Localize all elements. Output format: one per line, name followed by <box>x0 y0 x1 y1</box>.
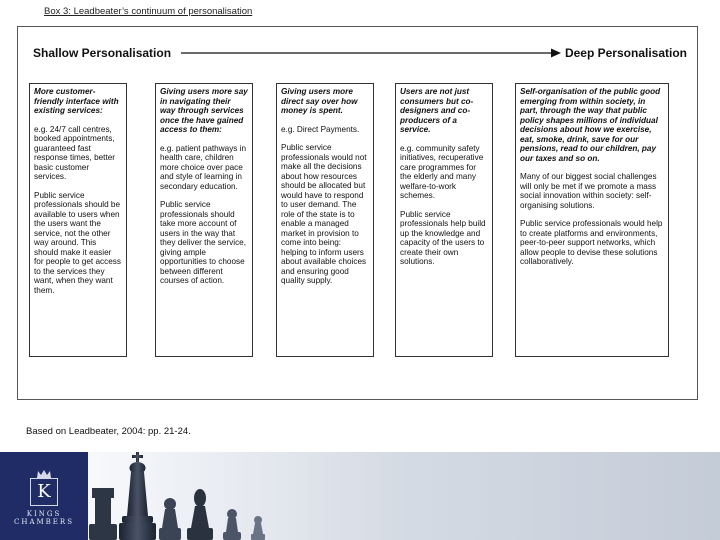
column-example: e.g. Direct Payments. <box>281 124 360 134</box>
column-heading: Self-organisation of the public good emerging from within society, in part, through the way that public policy shapes millions of individual decisions about how we exercise, eat, smoke, drink, save for our pensions, read to our children, pay our taxes and so on. <box>520 87 661 163</box>
continuum-column-5 <box>515 83 669 357</box>
column-example: e.g. community safety initiatives, recuperative care programmes for the elderly and many welfare-to-work schemes. <box>400 143 484 200</box>
logo-letter: K <box>30 478 58 506</box>
logo-name-line1: KINGS <box>26 510 62 518</box>
continuum-column-2 <box>155 83 253 357</box>
box-caption: Box 3: Leadbeater’s continuum of personalisation <box>44 6 253 17</box>
column-description: Public service professionals should take more account of users in the way that they deliver the service, giving ample opportunities to choose between different courses of action. <box>160 200 247 285</box>
kings-chambers-logo <box>0 452 88 540</box>
column-example: e.g. 24/7 call centres, booked appointments, guaranteed fast response times, better basic customer services. <box>34 124 116 181</box>
column-description: Public service professionals help build up the knowledge and capacity of the users to create their own solutions. <box>400 209 486 266</box>
column-description: Public service professionals would not make all the decisions about how resources should be allocated but would have to respond to user demand. The role of the state is to enable a managed market in provision to come into being: helping to inform users about available choices and ensuring good quality supply. <box>281 143 367 285</box>
pawn-piece-icon <box>159 498 181 540</box>
scale-arrow-icon <box>181 47 561 59</box>
chess-pieces-image <box>88 452 720 540</box>
continuum-column-3 <box>276 83 374 357</box>
king-piece-icon <box>119 452 156 540</box>
pawn-piece-icon <box>223 509 241 540</box>
pawn-piece-icon <box>251 516 265 540</box>
personalisation-scale <box>33 46 687 60</box>
bishop-piece-icon <box>187 489 213 540</box>
continuum-column-1 <box>29 83 127 357</box>
column-heading: More customer-friendly interface with existing services: <box>34 87 119 115</box>
column-heading: Users are not just consumers but co-designers and co-producers of a service. <box>400 87 474 134</box>
rook-piece-icon <box>89 488 117 540</box>
column-heading: Giving users more direct say over how money is spent. <box>281 87 358 115</box>
continuum-box <box>17 26 698 400</box>
column-description: Public service professionals should be available to users when the users want the service, not the other way around. This should make it easier for people to get access to the services they want, when they want them. <box>34 190 121 295</box>
column-heading: Giving users more say in navigating their way through services once the have gained access to them: <box>160 87 248 134</box>
scale-left-label: Shallow Personalisation <box>33 46 172 60</box>
column-example: e.g. patient pathways in health care, children more choice over pace and style of learning in secondary education. <box>160 143 247 191</box>
scale-right-label: Deep Personalisation <box>564 46 687 60</box>
column-description: Many of our biggest social challenges will only be met if we promote a mass social innovation within society: self-organising solutions. <box>520 172 657 210</box>
logo-name-line2: CHAMBERS <box>13 518 74 526</box>
column-description: Public service professionals would help to create platforms and environments, peer-to-peer support networks, which allow people to devise these solutions collaboratively. <box>520 219 663 266</box>
logo-name <box>0 510 88 526</box>
crown-icon <box>37 470 51 478</box>
source-note: Based on Leadbeater, 2004: pp. 21-24. <box>26 426 191 437</box>
continuum-column-4 <box>395 83 493 357</box>
